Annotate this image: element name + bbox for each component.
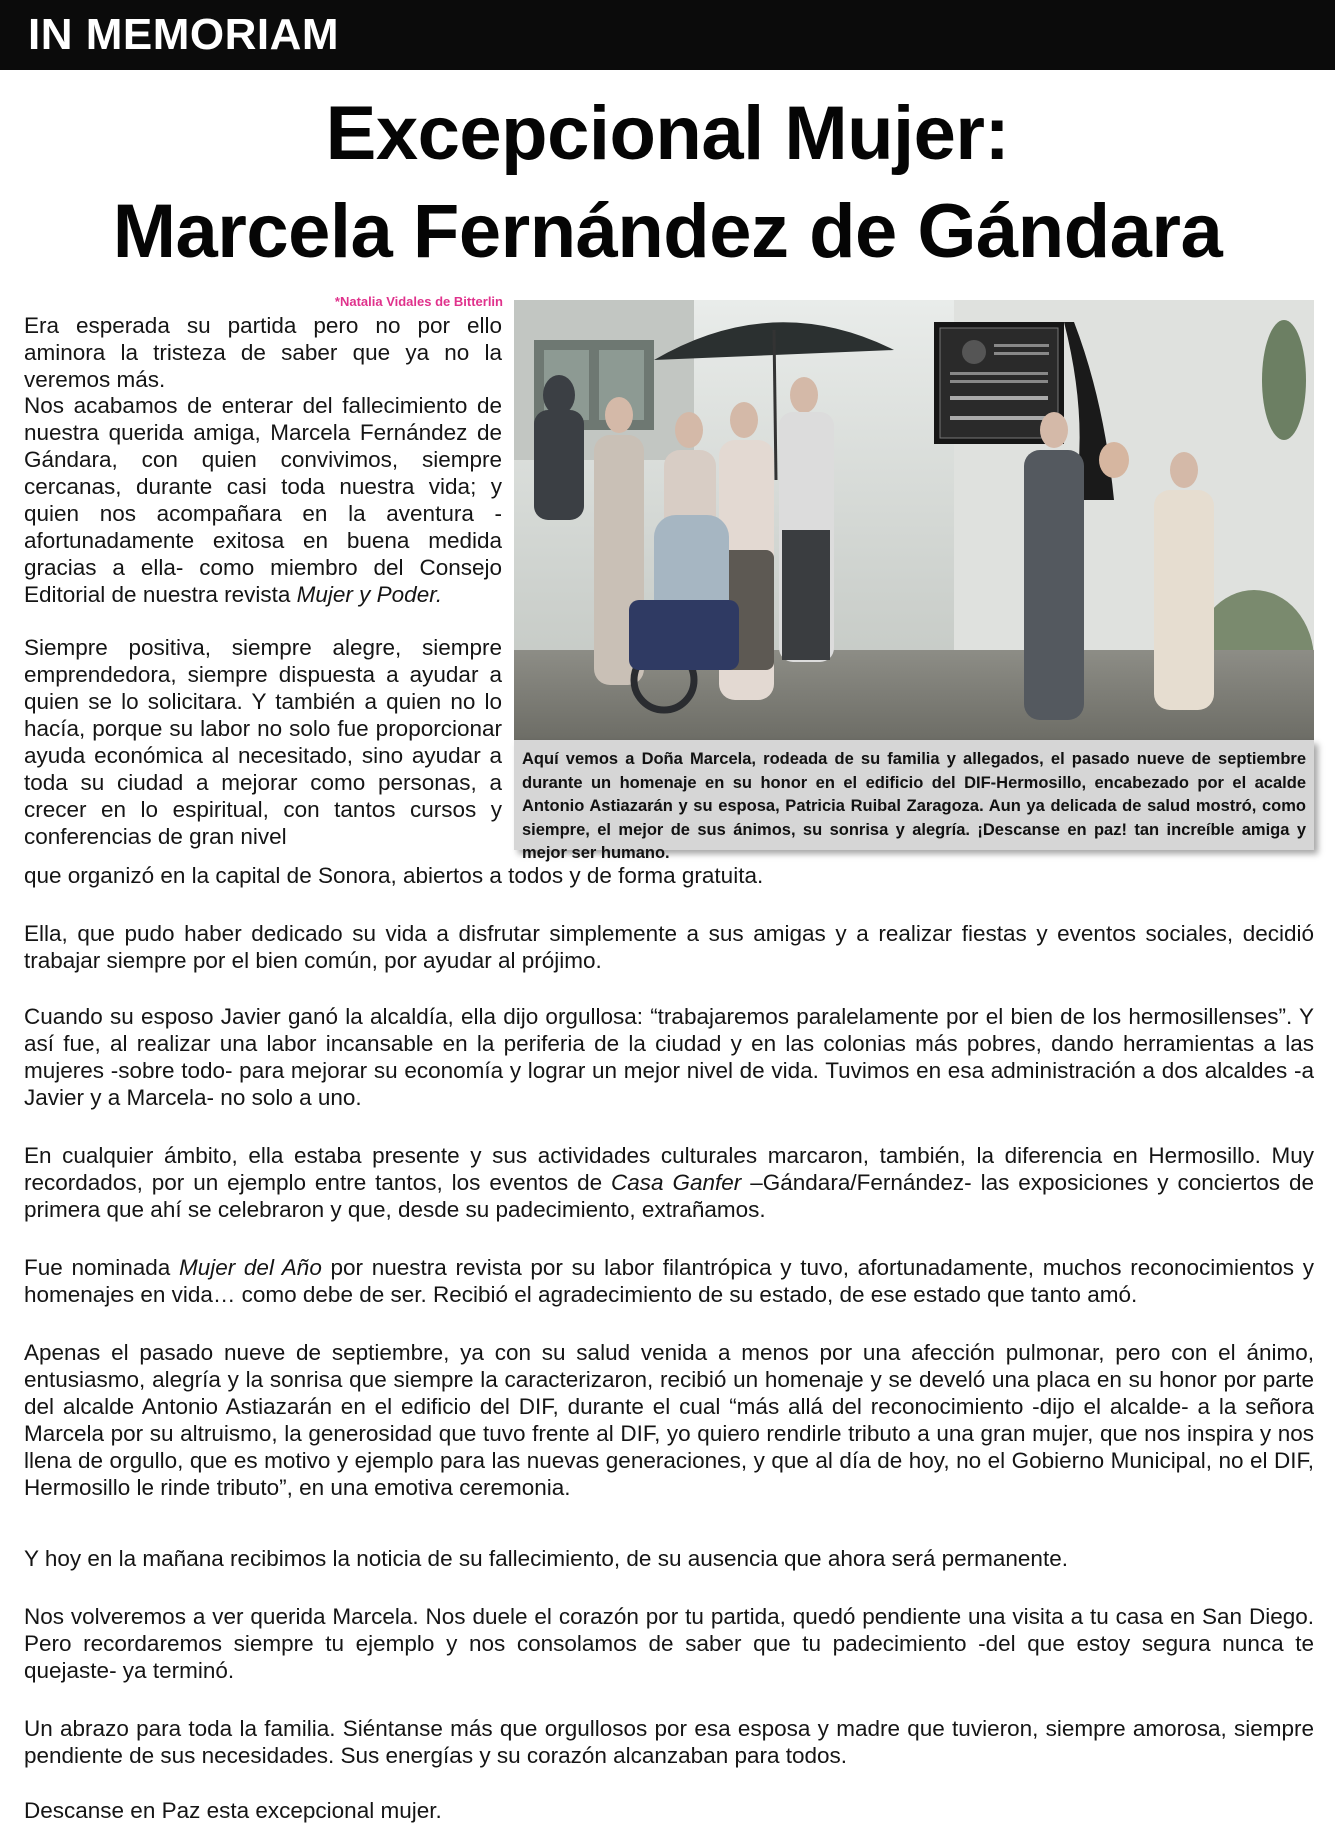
paragraph-3-tail: que organizó en la capital de Sonora, abiertos a todos y de forma gratuita. [24,863,764,888]
paragraph-5: Cuando su esposo Javier ganó la alcaldía, ella dijo orgullosa: “trabajaremos paralelamente por el bien de los hermosillenses”. Y así fue, al realizar una labor incansable en la periferia de la ciudad y en las colonias más pobres, dando herramientas a las mujeres -sobre todo- para mejorar su economía y lograr un mejor nivel de vida. Tuvimos en esa administración a dos alcaldes -a Javier y a Marcela- no solo a uno. [24,1004,1314,1110]
paragraph-7-emphasis: Mujer del Año [178,1255,322,1280]
paragraph-12: Descanse en Paz esta excepcional mujer. [24,1798,442,1823]
paragraph-10: Nos volveremos a ver querida Marcela. Nos duele el corazón por tu partida, quedó pendiente una visita a tu casa en San Diego. Pero recordaremos siempre tu ejemplo y nos consolamos de saber que tu padecimiento -del que estoy segura nunca te quejaste- ya terminó. [24,1604,1314,1683]
paragraph-6-text-b: –Gándara/Fernández- las exposiciones y conciertos de primera que ahí se celebraron y que, desde su padecimiento, extrañamos. [24,1170,1315,1222]
photo-caption-box [514,740,1314,862]
paragraph-6-emphasis: Casa Ganfer [611,1170,742,1195]
paragraph-2-text: Nos acabamos de enterar del fallecimiento de nuestra querida amiga, Marcela Fernández de Gándara, con quien convivimos, siempre cercanas, durante casi toda nuestra vida; y quien nos acompañara en la aventura -afortunadamente exitosa en buena medida gracias a ella- como miembro del Consejo Editorial de nuestra revista [24,393,502,607]
magazine-name: Mujer y Poder. [296,582,443,607]
paragraph-1: Era esperada su partida pero no por ello aminora la tristeza de saber que ya no la veremos más. [24,313,502,392]
paragraph-6-text-a: En cualquier ámbito, ella estaba presente y sus actividades culturales marcaron, también, la diferencia en Hermosillo. Muy recordados, por un ejemplo entre tantos, los eventos de [24,1143,1314,1195]
paragraph-7 [24,1254,1314,1308]
paragraph-7-text-b: por nuestra revista por su labor filantrópica y tuvo, afortunadamente, muchos reconocimientos y homenajes en vida… como debe de ser. Recibió el agradecimiento de su estado, de ese estado que tanto amó. [24,1255,1314,1307]
paragraph-3: Siempre positiva, siempre alegre, siempre emprendedora, siempre dispuesta a ayudar a quien se lo solicitara. Y también a quien no lo hacía, porque su labor no solo fue proporcionar ayuda económica al necesitado, sino ayudar a toda su ciudad a mejorar como personas, a crecer en lo espiritual, con tantos cursos y conferencias de gran nivel [24,635,502,849]
section-label: IN MEMORIAM [28,10,340,59]
photo-caption: Aquí vemos a Doña Marcela, rodeada de su familia y allegados, el pasado nueve de septiembre durante un homenaje en su honor en el edificio del DIF-Hermosillo, encabezado por el acalde Antonio Astiazarán y su esposa, Patricia Ruibal Zaragoza. Aun ya delicada de salud mostró, como siempre, el mejor de sus ánimos, su sonrisa y alegría. ¡Descanse en paz! tan increíble amiga y mejor ser humano. [522,750,1306,862]
headline-line-2: Marcela Fernández de Gándara [112,189,1223,274]
paragraph-8: Apenas el pasado nueve de septiembre, ya con su salud venida a menos por una afección pulmonar, pero con el ánimo, entusiasmo, alegría y la sonrisa que siempre la caracterizaron, recibió un homenaje y se develó una placa en su honor por parte del alcalde Antonio Astiazarán en el edificio del DIF, durante el cual “más allá del reconocimiento -dijo el alcalde- a la señora Marcela por su altruismo, la generosidad que tuvo frente al DIF, yo quiero rendirle tributo a una gran mujer, que nos inspira y nos llena de orgullo, que es motivo y ejemplo para las nuevas generaciones, y que al día de hoy, no el Gobierno Municipal, no el DIF, Hermosillo le rinde tributo”, en una emotiva ceremonia. [24,1340,1314,1500]
paragraph-11: Un abrazo para toda la familia. Siéntanse más que orgullosos por esa esposa y madre que tuvieron, siempre amorosa, siempre pendiente de sus necesidades. Sus energías y su corazón alcanzaban para todos. [24,1716,1314,1768]
author-byline: *Natalia Vidales de Bitterlin [334,294,503,309]
paragraph-9: Y hoy en la mañana recibimos la noticia de su fallecimiento, de su ausencia que ahora será permanente. [24,1546,1068,1571]
ceremony-photo-icon [514,300,1314,740]
headline-line-1: Excepcional Mujer: [325,91,1010,176]
paragraph-6 [24,1142,1314,1223]
paragraph-4: Ella, que pudo haber dedicado su vida a disfrutar simplemente a sus amigas y a realizar fiestas y eventos sociales, decidió trabajar siempre por el bien común, por ayudar al prójimo. [24,921,1314,973]
ceremony-photo [514,300,1314,740]
paragraph-2 [24,392,502,608]
paragraph-7-text-a: Fue nominada [24,1255,179,1280]
section-header-bar [0,0,1335,70]
